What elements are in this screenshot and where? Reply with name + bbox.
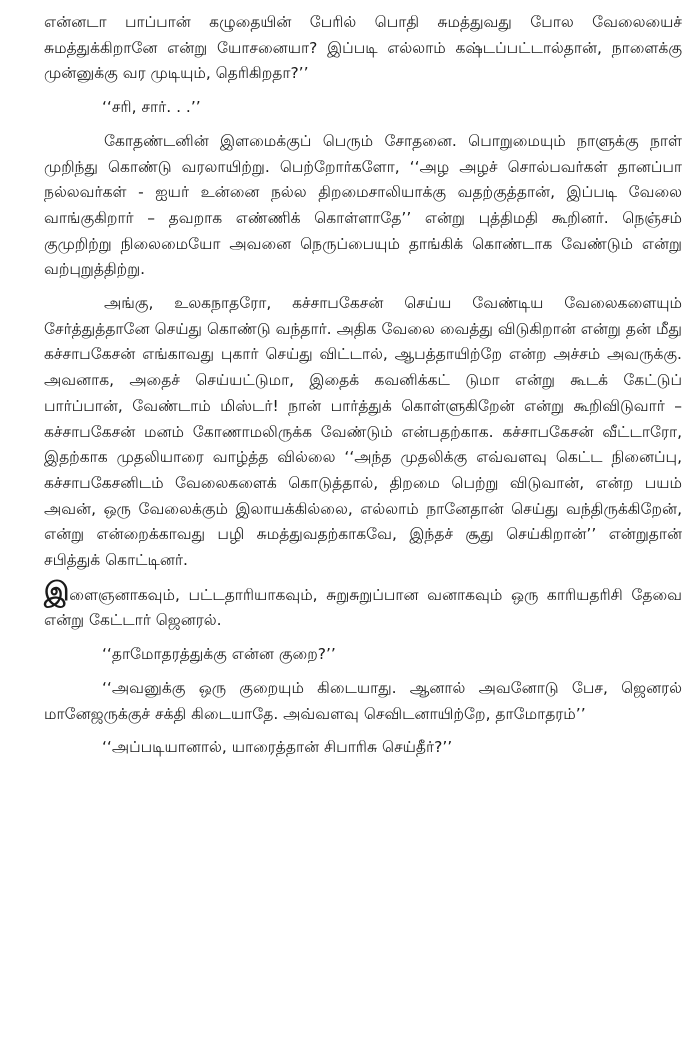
paragraph-text: ளைஞனாகவும், பட்டதாரியாகவும், சுறுசுறுப்பான வனாகவும் ஒரு காரியதரிசி தேவை என்று கேட்டார் ஜெனரல். bbox=[44, 585, 682, 630]
paragraph-with-dropcap bbox=[44, 576, 682, 634]
dropcap-letter: இ bbox=[44, 576, 70, 607]
paragraph: அங்கு, உலகநாதரோ, கச்சாபகேசன் செய்ய வேண்டிய வேலைகளையும் சேர்த்துத்தானே செய்து கொண்டு வந்தார். அதிக வேலை வைத்து விடுகிறான் என்று தன் மீது கச்சாபகேசன் எங்காவது புகார் செய்து விட்டால், ஆபத்தாயிற்றே என்ற அச்சம் அவருக்கு. அவனாக, அதைச் செய்யட்டுமா, இதைக் கவனிக்கட் டுமா என்று கூடக் கேட்டுப் பார்ப்பான், வேண்டாம் மிஸ்டர்! நான் பார்த்துக் கொள்ளுகிறேன் என்று கூறிவிடுவார் – கச்சாபகேசன் மனம் கோணாமலிருக்க வேண்டும் என்பதற்காக. கச்சாபகேசன் வீட்டாரோ, இதற்காக முதலியாரை வாழ்த்த வில்லை ‘‘அந்த முதலிக்கு எவ்வளவு கெட்ட நினைப்பு, கச்சாபகேசனிடம் வேலைகளைக் கொடுத்தால், திறமை பெற்று விடுவான், என்ற பயம் அவன், ஒரு வேலைக்கும் இலாயக்கில்லை, எல்லாம் நானேதான் செய்து வந்திருக்கிறேன், என்று என்றைக்காவது பழி சுமத்துவதற்காகவே, இந்தச் சூது செய்கிறான்’’ என்றுதான் சபித்துக் கொட்டினர். bbox=[44, 294, 682, 570]
dialogue-line: ‘‘சரி, சார். . .’’ bbox=[102, 98, 201, 117]
paragraph-continued: என்னடா பாப்பான் கழுதையின் பேரில் பொதி சுமத்துவது போல வேலையைச் சுமத்துக்கிறானே என்று யோசனையா? இப்படி எல்லாம் கஷ்டப்பட்டால்தான், நாளைக்கு முன்னுக்கு வர முடியும், தெரிகிறதா?’’ bbox=[44, 13, 682, 83]
dialogue-line: ‘‘அவனுக்கு ஒரு குறையும் கிடையாது. ஆனால் அவனோடு பேச, ஜெனரல் மானேஜருக்குச் சக்தி கிடையாதே. அவ்வளவு செவிடனாயிற்றே, தாமோதரம்’’ bbox=[44, 678, 682, 723]
dialogue-line: ‘‘தாமோதரத்துக்கு என்ன குறை?’’ bbox=[102, 645, 336, 664]
dialogue-line: ‘‘அப்படியானால், யாரைத்தான் சிபாரிசு செய்தீர்?’’ bbox=[102, 738, 453, 757]
book-page bbox=[44, 10, 682, 1040]
paragraph: கோதண்டனின் இளமைக்குப் பெரும் சோதனை. பொறுமையும் நாளுக்கு நாள் முறிந்து கொண்டு வரலாயிற்று. பெற்றோர்களோ, ‘‘அழ அழச் சொல்பவர்கள் தானப்பா நல்லவர்கள் - ஐயர் உன்னை நல்ல திறமைசாலியாக்கு வதற்குத்தான், இப்படி வேலை வாங்குகிறார் – தவறாக எண்ணிக் கொள்ளாதே’’ என்று புத்திமதி கூறினர். நெஞ்சம் குமுறிற்று நிலைமையோ அவனை நெருப்பையும் தாங்கிக் கொண்டாக வேண்டும் என்று வற்புறுத்திற்று. bbox=[44, 131, 682, 279]
